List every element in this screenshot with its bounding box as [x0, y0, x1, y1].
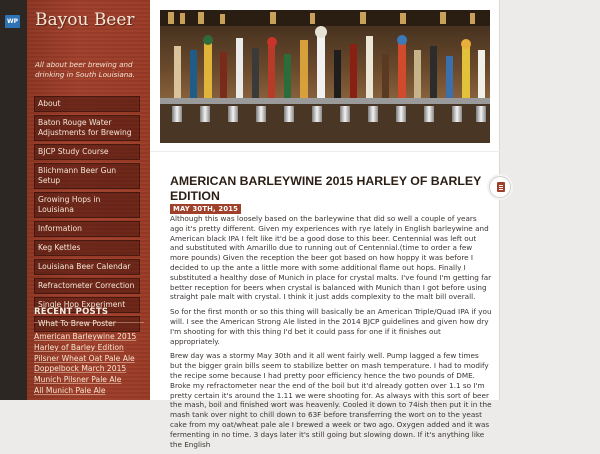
site-description: All about beer brewing and drinking in South Louisiana. — [35, 60, 135, 79]
main-area — [150, 0, 600, 449]
nav-item-beer-gun[interactable]: Blichmann Beer Gun Setup — [34, 163, 140, 189]
recent-post-link[interactable]: Pilsner Wheat Oat Pale Ale — [34, 353, 135, 363]
nav-item-information[interactable]: Information — [34, 221, 140, 237]
nav-item-refractometer[interactable]: Refractometer Correction — [34, 278, 140, 294]
post-paragraph: Although this was loosely based on the barleywine that did so well a couple of years ago it's pretty different. Given my experiences with rye lately in English barleywine and American black IPA I felt like it'd be a good dose to this beer. Centennial was left out and substituted with Amarillo due to running out of Centennial.(time to order a few more pounds) Given the reception the beer got based on how hoppy it was before I decided to up the ante a little more with some additional flame out hops. Finally I substituted a healthy dose of Munich in place for crystal malts. I've found I'm getting far better reception for beers when crystal is balanced with Munich than I got before using straight pale malt with crystal. I think it just adds complexity to the malt bill overall. — [170, 214, 492, 302]
recent-post-link[interactable]: All Munich Pale Ale — [34, 385, 106, 395]
nav-item-beer-calendar[interactable]: Louisiana Beer Calendar — [34, 259, 140, 275]
post-date-badge[interactable]: MAY 30TH, 2015 — [170, 204, 241, 214]
site-title[interactable]: Bayou Beer — [35, 10, 135, 30]
page-nav — [34, 96, 140, 335]
post-paragraph: So for the first month or so this thing will basically be an American Triple/Quad IPA if you will. I see the American Strong Ale listed in the 2014 BJCP guidelines and given how dry I'm shooting for with this thing I'd bet it could pass for one if it finishes out appropriately. — [170, 307, 492, 346]
admin-strip — [0, 0, 27, 400]
post-body — [170, 214, 492, 454]
recent-post-link[interactable]: American Barleywine 2015 — [34, 332, 137, 341]
header-image — [160, 10, 490, 143]
divider — [150, 151, 500, 152]
post-card — [150, 0, 500, 449]
nav-item-bjcp-study[interactable]: BJCP Study Course — [34, 144, 140, 160]
document-icon — [497, 182, 505, 192]
nav-item-water-adjustments[interactable]: Baton Rouge Water Adjustments for Brewing — [34, 115, 140, 141]
wordpress-icon[interactable]: WP — [5, 15, 20, 28]
nav-item-brew-poster[interactable]: What To Brew Poster — [34, 316, 140, 332]
comment-icon[interactable] — [489, 176, 511, 198]
nav-item-single-hop[interactable]: Single Hop Experiment — [34, 297, 140, 313]
sidebar — [27, 0, 150, 400]
right-gutter — [501, 0, 600, 400]
recent-posts-list — [34, 332, 149, 397]
nav-item-about[interactable]: About — [34, 96, 140, 112]
nav-item-keg-kettles[interactable]: Keg Kettles — [34, 240, 140, 256]
recent-post-link[interactable]: Munich Pilsner Pale Ale — [34, 375, 122, 385]
post-paragraph: Brew day was a stormy May 30th and it all went fairly well. Pump lagged a few times but the bigger grain bills seem to stabilize better on mash temperature. I had to modify the recipe some because I had pretty poor efficiency hence the two pounds of DME. Broke my refractometer near the end of the boil but it'd already gotten over 1.1 so I'm pretty certain it's around the 1.11 we were shooting for. As always with this sort of beer the mash, boil and finished wort was heavenly. Cooled it down to 74ish then put it in the mash tank over night to chill down to 63F before transferring the wort on to the yeast cake from my oat/wheat pale ale I brewed a week or two ago. Oxygen added and it was fermenting in no time. 3 days later it's still going but slowing down. If it's anything like the English — [170, 351, 492, 449]
recent-posts-heading: RECENT POSTS — [34, 307, 144, 323]
recent-post-link[interactable]: Doppelbock March 2015 — [34, 364, 127, 374]
recent-post-link[interactable]: Harley of Barley Edition — [34, 342, 124, 352]
nav-item-growing-hops[interactable]: Growing Hops in Louisiana — [34, 192, 140, 218]
post-title[interactable]: AMERICAN BARLEYWINE 2015 HARLEY OF BARLEY EDITION — [170, 174, 482, 203]
